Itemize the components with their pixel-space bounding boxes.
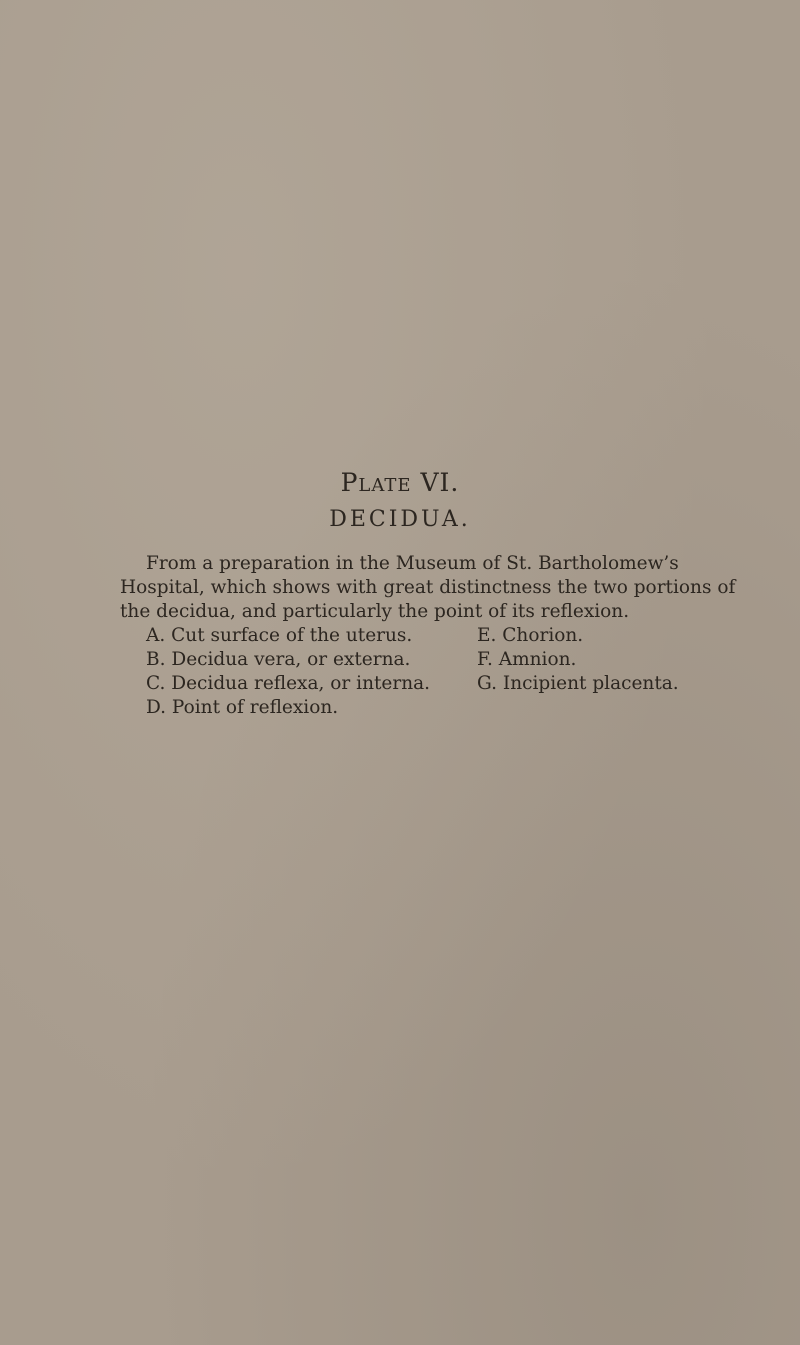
- legend-row: [146, 672, 766, 696]
- legend-row: [146, 648, 766, 672]
- legend-row: [146, 624, 766, 648]
- legend-item-e: E. Chorion.: [477, 625, 584, 646]
- description-text: From a preparation in the Museum of St. Bartholomew’s Hospital, which shows with great distinctness the two portions of the decidua, and particularly the point of its reflexion.: [120, 553, 736, 622]
- plate-subtitle: DECIDUA.: [329, 507, 471, 532]
- legend-item-g: G. Incipient placenta.: [477, 673, 679, 694]
- legend-item-d: D. Point of reflexion.: [146, 697, 339, 718]
- legend-item-a: A. Cut surface of the uterus.: [146, 625, 413, 646]
- legend-item-b: B. Decidua vera, or externa.: [146, 649, 411, 670]
- plate-description: [120, 552, 760, 624]
- plate-legend: [146, 624, 766, 720]
- legend-row: [146, 696, 766, 720]
- legend-item-c: C. Decidua reflexa, or interna.: [146, 673, 431, 694]
- legend-item-f: F. Amnion.: [477, 649, 577, 670]
- plate-title: Plate VI.: [340, 468, 460, 497]
